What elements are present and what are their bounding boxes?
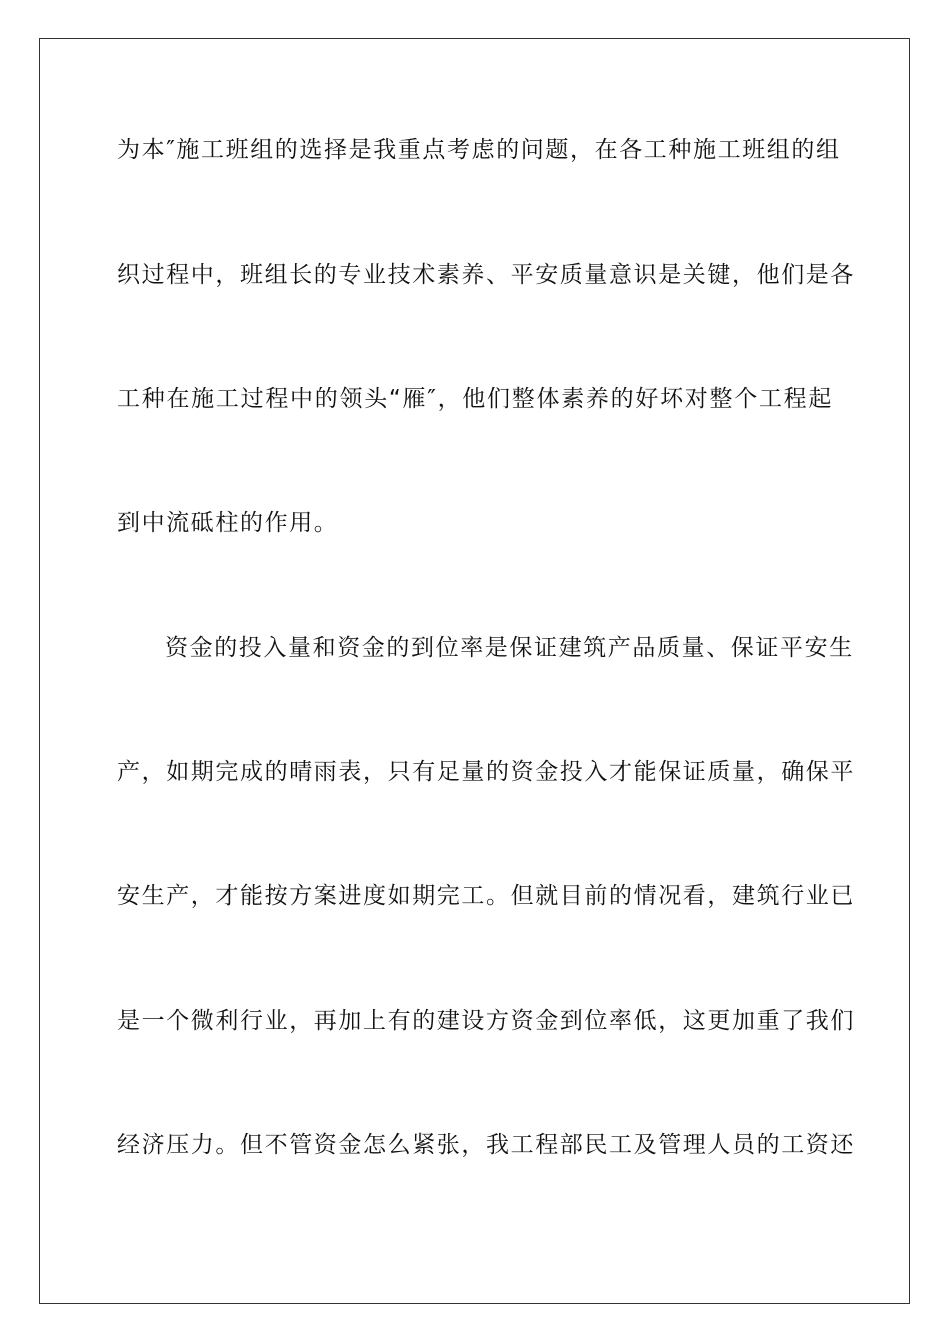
text-line: 安生产，才能按方案进度如期完工。但就目前的情况看，建筑行业已 (117, 883, 855, 909)
text-line: 为本″施工班组的选择是我重点考虑的问题，在各工种施工班组的组 (117, 137, 841, 163)
text-line: 产，如期完成的晴雨表，只有足量的资金投入才能保证质量，确保平 (117, 759, 855, 785)
text-line: 到中流砥柱的作用。 (117, 510, 339, 536)
text-line: 是一个微利行业，再加上有的建设方资金到位率低，这更加重了我们 (117, 1008, 855, 1034)
text-line: 织过程中，班组长的专业技术素养、平安质量意识是关键，他们是各 (117, 262, 855, 288)
text-line: 工种在施工过程中的领头“雁″，他们整体素养的好坏对整个工程起 (117, 386, 833, 412)
paragraph-first-line: 资金的投入量和资金的到位率是保证建筑产品质量、保证平安生 (165, 635, 854, 661)
text-line: 经济压力。但不管资金怎么紧张，我工程部民工及管理人员的工资还 (117, 1132, 855, 1158)
page-border (39, 38, 910, 1304)
